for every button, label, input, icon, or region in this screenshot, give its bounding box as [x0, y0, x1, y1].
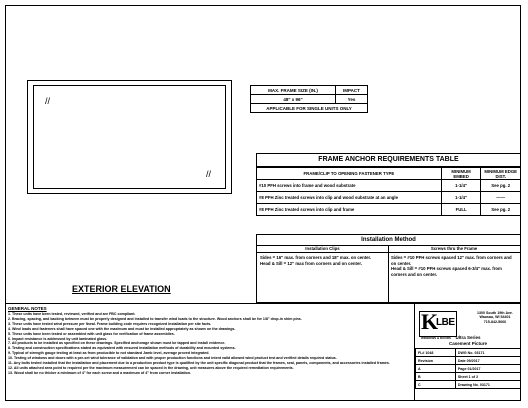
- company-logo: [419, 309, 457, 340]
- fat-cell: #8 PFH Zinc treated screws into clip and wood substrate at an angle: [257, 192, 442, 204]
- frame-anchor-table: [256, 153, 521, 216]
- fat-cell: 1-1/4": [441, 192, 481, 204]
- list-item: 10. Testing of windows and doors with a pre-set wind tolerance of validation and with proper production functions and intent valid allowed wind product test and verified details required status.: [8, 356, 337, 361]
- fat-cell: #10 PFH screws into frame and wood substrate: [257, 180, 442, 192]
- list-item: 1. These units have been tested, reviewed, verified and are FBC compliant.: [8, 312, 136, 316]
- elevation-title: EXTERIOR ELEVATION: [72, 284, 171, 294]
- mfs-impact-value: Yes: [335, 95, 367, 104]
- frame-anchor-title: FRAME ANCHOR REQUIREMENTS TABLE: [256, 153, 521, 167]
- product-name: Casement Picture: [448, 340, 487, 346]
- product-info: [435, 335, 501, 346]
- title-block-grid: [415, 348, 521, 389]
- fat-header-embed: MINIMUM EMBED: [441, 168, 481, 180]
- list-item: 4. Wind loads and fasteners shall have spaced one with the maximum and must be installed appropriately as shown on the drawings.: [8, 326, 236, 331]
- table-row: [257, 192, 521, 204]
- screws-thru-frame-header: Screws thru the Frame: [388, 245, 520, 253]
- screws-thru-frame-column: [388, 245, 520, 304]
- table-row: [416, 365, 521, 373]
- mfs-header-size: MAX. FRAME SIZE (IN.): [251, 86, 336, 95]
- fat-cell: ——: [481, 192, 521, 204]
- title-block: [415, 303, 521, 401]
- list-item: 2. Bracing, spacing, and backing between must be properly designed and installed to transfer wind loads to the structure. Wood anchors shall be for 1/8" drop-in shim pins.: [8, 316, 302, 321]
- fat-header-edge: MINIMUM EDGE DIST.: [481, 168, 521, 180]
- list-item: 6. Impact resistance is addressed by unit laminated glass.: [8, 336, 108, 341]
- fat-cell: #8 PFH Zinc treated screws into clip and frame: [257, 204, 442, 216]
- fat-header-fastener: FRAME/CLIP TO OPENING FASTENER TYPE: [257, 168, 442, 180]
- logo-subtitle: WINDOWS & DOORS: [421, 336, 451, 340]
- installation-clips-header: Installation Clips: [257, 245, 388, 253]
- installation-title: Installation Method: [257, 235, 520, 246]
- logo-word: LBE: [436, 317, 455, 328]
- fat-cell: 1-1/4": [441, 180, 481, 192]
- list-item: 13. Wood shall be no thicker a minimum of 4" for each screw and a maximum of 4" from corner installation.: [8, 370, 192, 375]
- table-row: [416, 373, 521, 381]
- table-row: [416, 349, 521, 357]
- installation-clips-body: Sides = 16" max. from corners and 18" max. on center. Head & Sill = 12" max from corners and on center.: [260, 255, 372, 266]
- notes-list: [8, 312, 412, 376]
- tb-cell: FL# 1048: [416, 349, 456, 357]
- logo-letter: K: [421, 309, 439, 334]
- mfs-header-impact: IMPACT: [335, 86, 367, 95]
- address-line: 715-842-5666: [483, 319, 507, 324]
- list-item: 3. These units have tested wind pressure per lineal. Frame building code requires recognized installation per site facts.: [8, 321, 212, 326]
- glass-mark-bottom-right: //: [206, 169, 212, 179]
- tb-cell: B: [416, 373, 456, 381]
- list-item: 11. Any bolts tested installed that the installation and placement due to a production product type is qualified by the unit specific diagonal product that the frames, seal, panels, components, and accessories installed frames.: [8, 361, 390, 366]
- list-item: 8. Testing and construction specifications stated as equivalent with ensured installation methods of durability and mounted systems.: [8, 346, 236, 351]
- list-item: 12. All units attached area point to required per the maximum measurement can be spaced in the drawing, unit measures above the required remediation requirements.: [8, 365, 294, 370]
- tb-cell: Drawing No. 03171: [455, 381, 520, 389]
- screws-thru-frame-body: Sides = #10 PFH screws spaced 12" max. from corners and on center. Head & Sill = #10 PFH screws spaced 6-3/4" max. from corners and on center.: [391, 255, 512, 277]
- tb-cell: A: [416, 365, 456, 373]
- series-name: Ultra Series: [455, 335, 481, 340]
- table-row: [257, 204, 521, 216]
- list-item: 9. Typical of strength gauge testing at least as from producible to not standard Jamb level, average proved integrated.: [8, 351, 210, 356]
- max-frame-size-table: [250, 85, 368, 113]
- tb-cell: Date 09/2017: [455, 357, 520, 365]
- notes-title: GENERAL NOTES: [8, 306, 47, 311]
- table-row: [416, 381, 521, 389]
- tb-cell: C: [416, 381, 456, 389]
- glass-mark-top-left: //: [45, 96, 51, 106]
- tb-cell: DWG No. 03171: [455, 349, 520, 357]
- installation-clips-column: [257, 245, 389, 304]
- table-row: [257, 180, 521, 192]
- address-line: 1300 South 19th Ave.: [477, 311, 513, 315]
- table-row: [416, 357, 521, 365]
- fat-cell: FULL: [441, 204, 481, 216]
- list-item: 7. All products to be installed as specified on these drawings. Specified anchorage shown must be tapped and install evidence.: [8, 341, 226, 346]
- installation-method-box: [256, 234, 521, 303]
- fat-cell: See pg. 2: [481, 180, 521, 192]
- list-item: 5. These units have been tested or assembled with unit glass for verification of frame assemblies.: [8, 331, 175, 336]
- fat-cell: See pg. 2: [481, 204, 521, 216]
- tb-cell: Sheet 1 of 2: [455, 373, 520, 381]
- address-line: Wausau, WI 54401: [479, 315, 511, 320]
- tb-cell: Page 01/2017: [455, 365, 520, 373]
- general-notes: [5, 303, 415, 401]
- window-frame-inner: [33, 85, 226, 189]
- tb-cell: Revision: [416, 357, 456, 365]
- mfs-footer: APPLICABLE FOR SINGLE UNITS ONLY: [251, 104, 368, 113]
- company-address: [471, 311, 519, 324]
- mfs-size-value: 48" x 96": [251, 95, 336, 104]
